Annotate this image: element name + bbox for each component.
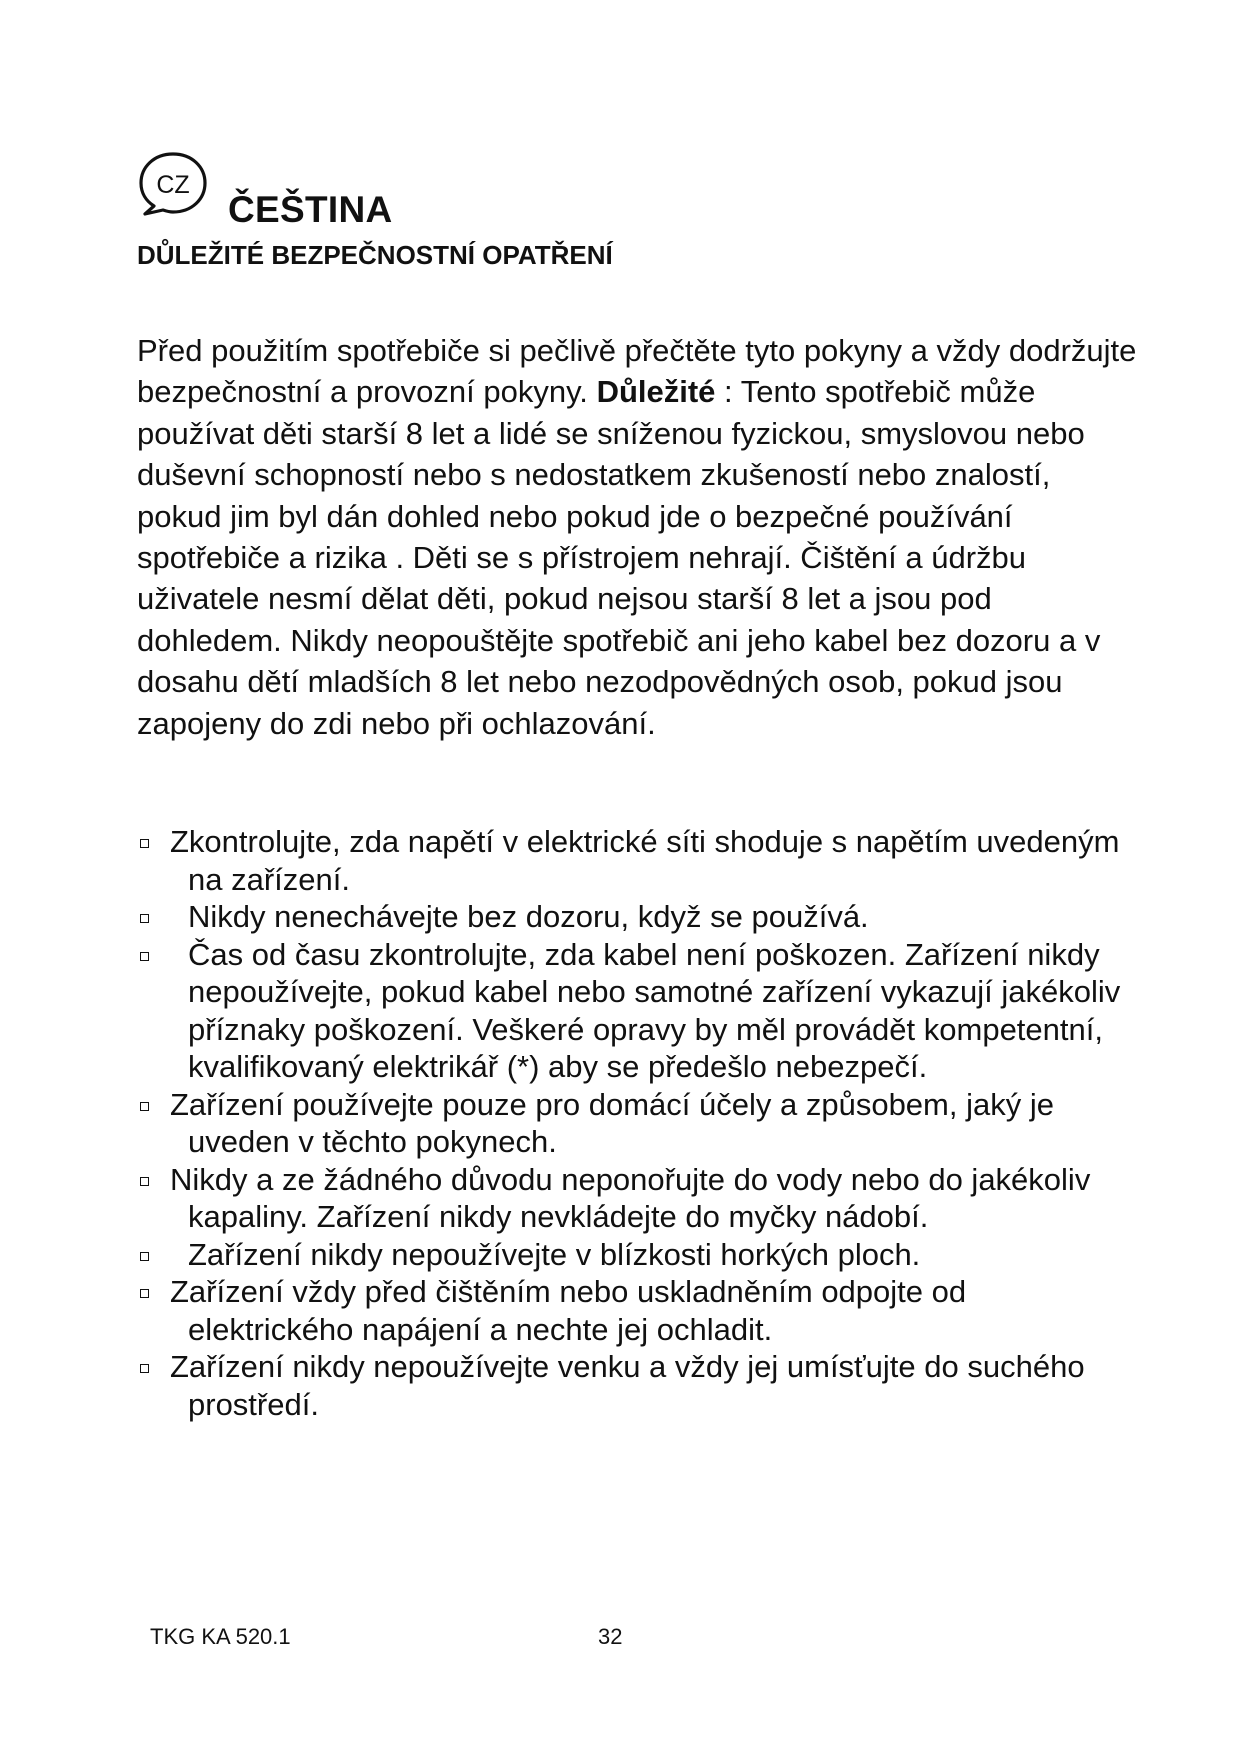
- list-item: Zařízení vždy před čištěním nebo uskladněním odpojte od elektrického napájení a nechte jej ochladit.: [137, 1273, 1137, 1348]
- section-title: DŮLEŽITÉ BEZPEČNOSTNÍ OPATŘENÍ: [137, 240, 613, 270]
- intro-paragraph: [137, 330, 1137, 744]
- list-item: Čas od času zkontrolujte, zda kabel není poškozen. Zařízení nikdy nepoužívejte, pokud kabel nebo samotné zařízení vykazují jakékoliv příznaky poškození. Veškeré opravy by měl provádět kompetentní, kvalifikovaný elektrikář (*) aby se předešlo nebezpečí.: [137, 936, 1137, 1086]
- language-title: ČEŠTINA: [228, 189, 393, 230]
- checkbox-bullet-icon: [140, 1289, 149, 1298]
- checkbox-bullet-icon: [140, 1102, 149, 1111]
- language-bubble-icon: [137, 150, 209, 218]
- footer-model-number: TKG KA 520.1: [150, 1624, 291, 1649]
- list-item: Zařízení nikdy nepoužívejte venku a vždy jej umísťujte do suchého prostředí.: [137, 1348, 1137, 1423]
- important-text: : Tento spotřebič může používat děti starší 8 let a lidé se sníženou fyzickou, smyslovou nebo duševní schopností nebo s nedostatkem zkušeností nebo znalostí, pokud jim byl dán dohled nebo pokud jde o bezpečné používání spotřebiče a rizika . Děti se s přístrojem nehrají. Čištění a údržbu uživatele nesmí dělat děti, pokud nejsou starší 8 let a jsou pod dohledem. Nikdy neopouštějte spotřebič ani jeho kabel bez dozoru a v dosahu dětí mladších 8 let nebo nezodpovědných osob, pokud jsou zapojeny do zdi nebo při ochlazování.: [137, 374, 1101, 741]
- safety-instructions-list: [137, 823, 1137, 1423]
- language-code: CZ: [156, 171, 190, 199]
- checkbox-bullet-icon: [140, 952, 149, 961]
- page-number: 32: [598, 1624, 623, 1649]
- checkbox-bullet-icon: [140, 839, 149, 848]
- checkbox-bullet-icon: [140, 1364, 149, 1373]
- intro-lead: Před použitím spotřebiče si pečlivě přečtěte tyto pokyny a vždy dodržujte bezpečnostní a provozní pokyny.: [137, 333, 1137, 410]
- list-item: Nikdy nenechávejte bez dozoru, když se používá.: [137, 898, 1137, 936]
- checkbox-bullet-icon: [140, 914, 149, 923]
- list-item: Zařízení používejte pouze pro domácí účely a způsobem, jaký je uveden v těchto pokynech.: [137, 1086, 1137, 1161]
- checkbox-bullet-icon: [140, 1252, 149, 1261]
- list-item: Zkontrolujte, zda napětí v elektrické síti shoduje s napětím uvedeným na zařízení.: [137, 823, 1137, 898]
- list-item: Zařízení nikdy nepoužívejte v blízkosti horkých ploch.: [137, 1236, 1137, 1274]
- important-label: Důležité: [596, 374, 716, 410]
- list-item: Nikdy a ze žádného důvodu neponořujte do vody nebo do jakékoliv kapaliny. Zařízení nikdy nevkládejte do myčky nádobí.: [137, 1161, 1137, 1236]
- checkbox-bullet-icon: [140, 1177, 149, 1186]
